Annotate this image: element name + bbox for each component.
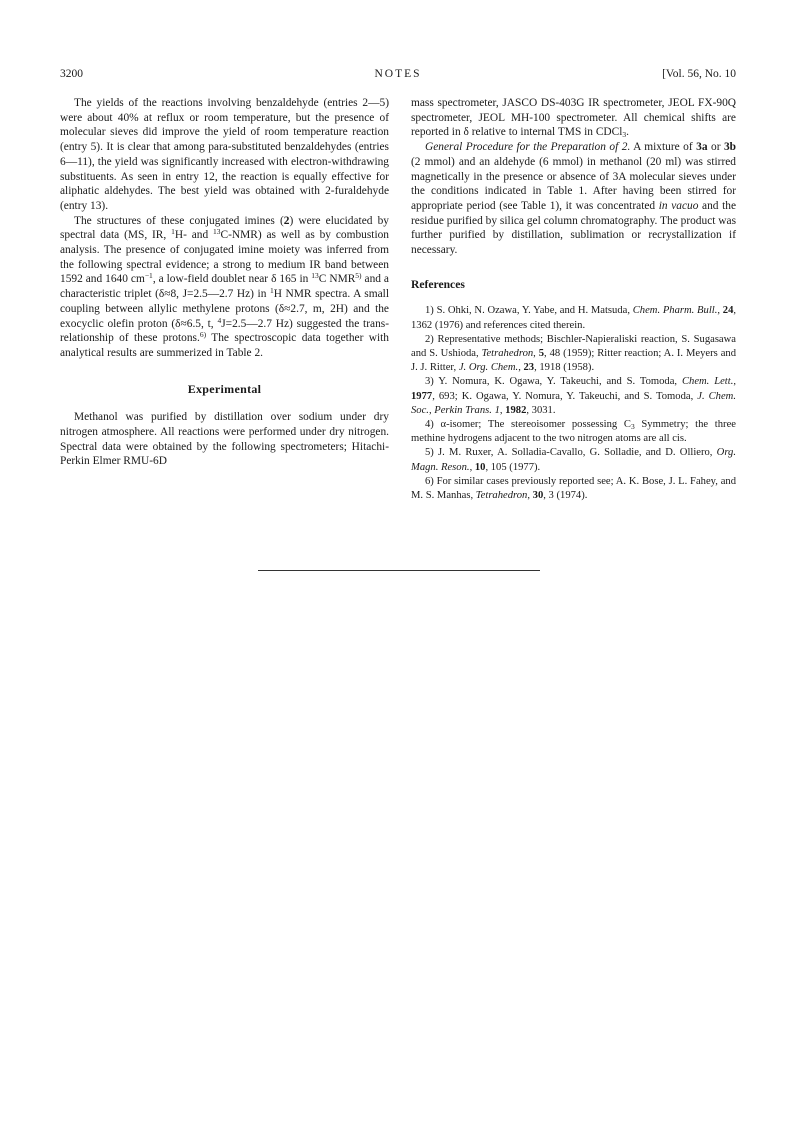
running-header (60, 68, 736, 84)
experimental-heading: Experimental (187, 381, 262, 396)
reference-item: 5) J. M. Ruxer, A. Solladia-Cavallo, G. Solladie, and D. Olliero, Org. Magn. Reson., 10, 105 (1977). (411, 447, 736, 473)
page-number: 3200 (60, 68, 83, 80)
references-heading: References (411, 277, 465, 291)
results-paragraph: The yields of the reactions involving benzaldehyde (entries 2—5) were about 40% at reflux or room temperature, but the presence of molecular sieves did improve the yield of room temperature reaction (entry 5). It is clear that among para-substituted benzaldehydes (entries 6—11), the yield was significantly increased with electron-withdrawing substituents. As seen in entry 12, the reaction is equally effective for aliphatic aldehydes. The best yield was obtained with 2-furaldehyde (entry 13). (60, 97, 389, 212)
section-title: NOTES (374, 68, 422, 80)
experimental-paragraph: Methanol was purified by distillation over sodium under dry nitrogen atmosphere. All reactions were performed under dry nitrogen. Spectral data were obtained by the following spectrometers; Hitachi-Perkin Elmer RMU-6D (60, 411, 389, 468)
structure-paragraph: The structures of these conjugated imines (2) were elucidated by spectral data (MS, IR, $^1$H- and $^{13}$C-NMR) as well as by combustion analysis. The presence of conjugated imine moiety was inferred from the following spectral evidence; a strong to medium IR band between 1592 and 1640 $cm^{-1}$, a low-field doublet near δ 165 in $^{13}$C NMR$^{5)}$ and a characteristic triplet (δ≈8, J=2.5—2.7 Hz) in $^1$H NMR spectra. A small coupling between allylic methylene protons (δ≈2.7, m, 2H) and the exocyclic olefin proton (δ≈6.5, t, $^4$J=2.5—2.7 Hz) suggested the trans-relationship of these protons.$^{6)}$ The spectroscopic data together with analytical results are summerized in Table 2. (60, 214, 389, 359)
references-list (411, 304, 736, 503)
reference-item: 3) Y. Nomura, K. Ogawa, Y. Takeuchi, and S. Tomoda, Chem. Lett., 1977, 693; K. Ogawa, Y. Nomura, Y. Takeuchi, and S. Tomoda, J. Chem. Soc., Perkin Trans. 1, 1982, 3031. (411, 376, 736, 416)
general-procedure-paragraph: General Procedure for the Preparation of 2. A mixture of 3a or 3b (2 mmol) and an aldehyde (6 mmol) in methanol (20 ml) was stirred magnetically in the presence or absence of 3A molecular sieves under the conditions indicated in Table 1. After having been stirred for appropriate period (see Table 1), it was concentrated in vacuo and the residue purified by silica gel column chromatography. The product was further purified by distillation, sublimation or recrystallization if necessary. (411, 141, 737, 257)
right-column (411, 96, 736, 503)
end-rule (258, 570, 540, 571)
left-column (60, 96, 389, 469)
general-procedure-title: General Procedure for the Preparation of 2. (425, 141, 631, 154)
reference-item: 6) For similar cases previously reported see; A. K. Bose, J. L. Fahey, and M. S. Manhas, Tetrahedron, 30, 3 (1974). (411, 475, 736, 502)
spectrometer-paragraph: mass spectrometer, JASCO DS-403G IR spectrometer, JEOL FX-90Q spectrometer, JEOL MH-100 spectrometer. All chemical shifts are reported in δ relative to internal TMS in CDCl$_3$. (411, 97, 736, 140)
volume-info: [Vol. 56, No. 10 (662, 68, 736, 80)
reference-item: 1) S. Ohki, N. Ozawa, Y. Yabe, and H. Matsuda, Chem. Pharm. Bull., 24, 1362 (1976) and references cited therein. (411, 305, 737, 331)
reference-item: 2) Representative methods; Bischler-Napieraliski reaction, S. Sugasawa and S. Ushioda, Tetrahedron, 5, 48 (1959); Ritter reaction; A. I. Meyers and J. J. Ritter, J. Org. Chem., 23, 1918 (1958). (411, 333, 736, 374)
reference-item: 4) α-isomer; The stereoisomer possessing $C_3$ Symmetry; the three methine hydrogens adjacent to the two nitrogen atoms are all cis. (411, 419, 736, 445)
